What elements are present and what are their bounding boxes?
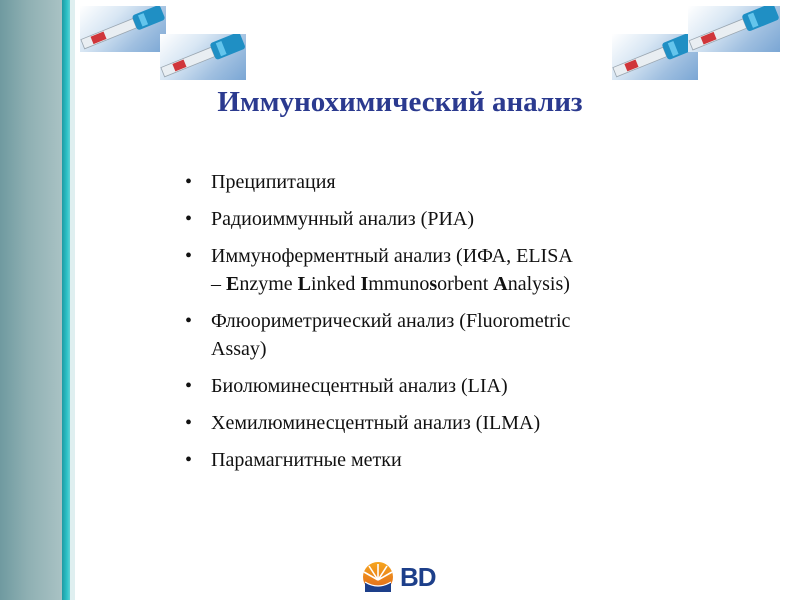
bullet-text: Радиоиммунный анализ (РИА) [211,208,474,230]
bullet-marker: • [185,245,193,267]
slide-title: Иммунохимический анализ [217,86,583,118]
bullet-item [183,372,723,400]
bullet-text: Иммуноферментный анализ (ИФА, ELISA [211,245,573,267]
bd-logo [360,560,460,594]
bullet-text: Парамагнитные метки [211,449,402,471]
test-tube-photo-1 [80,6,166,52]
bd-logo-text: BD [400,562,436,592]
bullet-item [183,168,723,196]
bullet-text: Биолюминесцентный анализ (LIA) [211,375,508,397]
bullet-marker: • [185,375,193,397]
bullet-item [183,242,723,298]
bullet-text-elisa-expansion: – Enzyme Linked Immunosorbent Analysis) [211,273,570,295]
bullet-marker: • [185,310,193,332]
bullet-list [183,168,723,483]
bd-sunburst-logo-icon [360,560,396,594]
bullet-item [183,409,723,437]
bullet-item [183,205,723,233]
bullet-text: Хемилюминесцентный анализ (ILMA) [211,412,541,434]
bullet-item [183,446,723,474]
bullet-item [183,307,723,363]
slide-title-row [0,86,800,119]
test-tube-photo-3 [612,34,698,80]
bullet-marker: • [185,449,193,471]
bullet-text: Флюориметрический анализ (Fluorometric [211,310,571,332]
bullet-marker: • [185,171,193,193]
bullet-text: Преципитация [211,171,336,193]
bullet-marker: • [185,412,193,434]
bullet-marker: • [185,208,193,230]
bullet-text-continuation: Assay) [211,338,267,360]
test-tube-photo-4 [688,6,780,52]
test-tube-photo-2 [160,34,246,80]
